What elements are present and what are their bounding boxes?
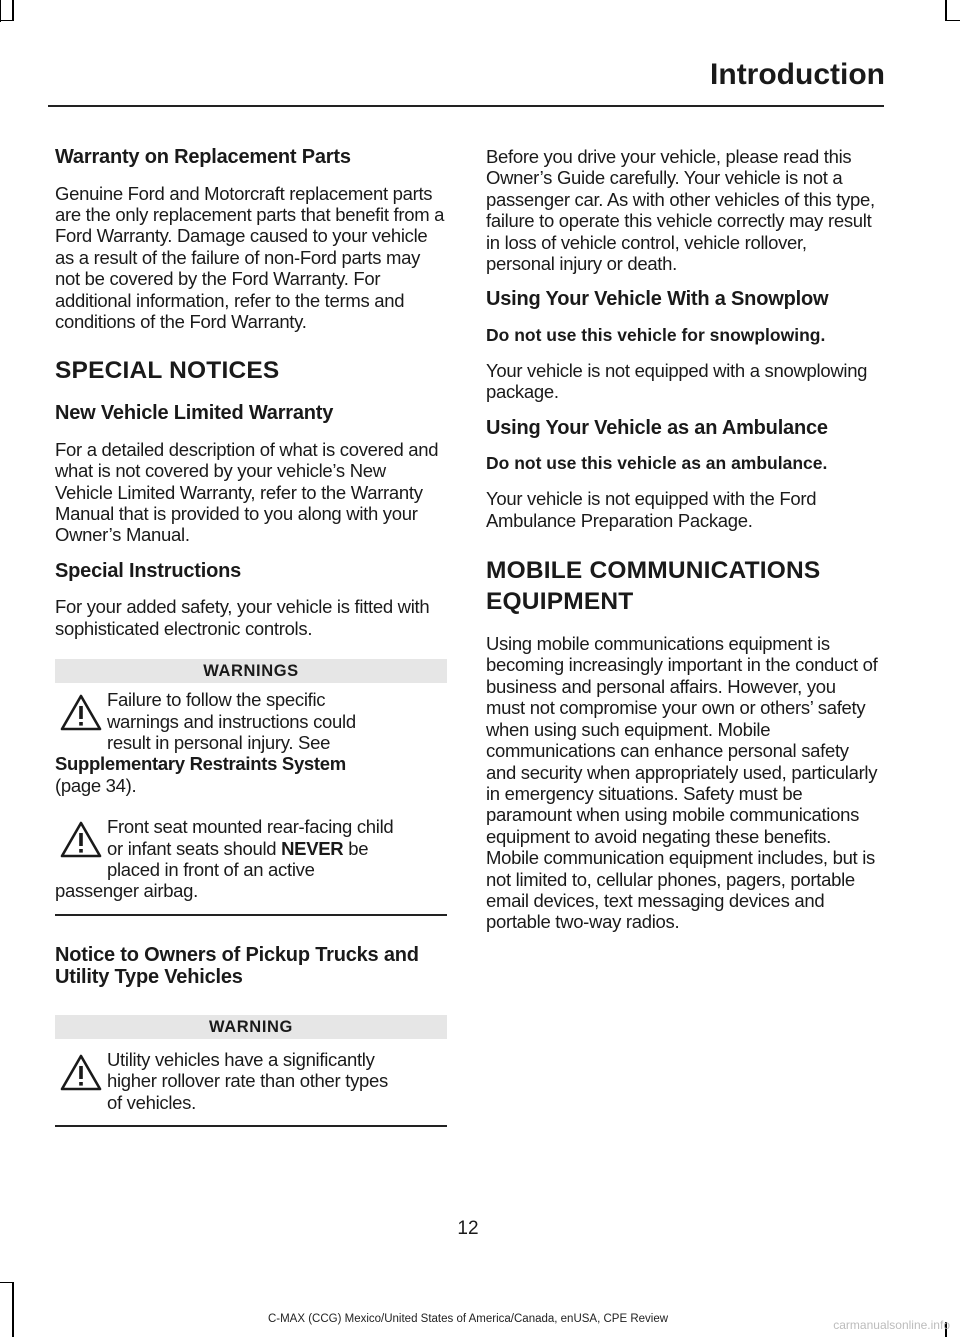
warnings-header: WARNINGS	[55, 659, 447, 683]
page-number: 12	[457, 1218, 479, 1239]
warning-line: result in personal injury. See	[107, 732, 331, 753]
warning-line: passenger airbag.	[55, 880, 198, 902]
left-column	[55, 146, 447, 1155]
heading-ambulance: Using Your Vehicle as an Ambulance	[486, 416, 828, 439]
reference-page: (page 34).	[55, 774, 137, 796]
warning-text	[55, 689, 447, 796]
bold-statement-snowplow: Do not use this vehicle for snowplowing.	[486, 324, 826, 345]
crop-mark	[945, 0, 947, 20]
right-column	[486, 146, 878, 947]
warning-item-rollover	[55, 1049, 447, 1113]
crop-mark	[0, 1282, 14, 1283]
watermark: carmanualsonline.info	[833, 1318, 950, 1332]
paragraph-special-instructions: For your added safety, your vehicle is fitted with sophisticated electronic controls.	[55, 596, 430, 639]
warning-line: Utility vehicles have a significantly	[107, 1048, 375, 1070]
paragraph-ambulance: Your vehicle is not equipped with the Ford Ambulance Preparation Package.	[486, 488, 817, 531]
crop-mark	[0, 0, 1, 22]
paragraph-snowplow: Your vehicle is not equipped with a snowplowing package.	[486, 359, 868, 403]
paragraph-mobile-communications: Using mobile communications equipment is becoming increasingly important in the conduct of business and personal affairs. However, you must not compromise your own or others’ safety when using such equipment. Mobile communications can enhance personal safety and security when appropriately used, particularly in emergency situations. Safety must be paramount when using mobile communications equipment to avoid negating these benefits. Mobile communication equipment includes, but is not limited to, cellular phones, pagers, portable email devices, text messaging devices and portable two-way radios.	[486, 633, 878, 933]
warning-line: Failure to follow the specific	[107, 689, 326, 711]
warning-triangle-icon	[59, 820, 103, 860]
paragraph-warranty-replacement-parts: Genuine Ford and Motorcraft replacement parts are the only replacement parts that benefit from a Ford Warranty. Damage caused to your vehicle as a result of the failure of non-Ford parts may not be covered by the Ford Warranty. For additional information, refer to the terms and conditions of the Ford Warranty.	[55, 182, 445, 332]
warning-text	[55, 1049, 447, 1113]
section-divider	[55, 1125, 447, 1127]
heading-line: MOBILE COMMUNICATIONS	[486, 557, 821, 585]
warning-line: warnings and instructions could	[107, 710, 356, 732]
section-divider	[55, 914, 447, 916]
warning-line: higher rollover rate than other types	[107, 1070, 388, 1092]
crop-mark	[945, 20, 960, 21]
warning-line: of vehicles.	[107, 1091, 196, 1113]
heading-new-vehicle-limited-warranty: New Vehicle Limited Warranty	[55, 402, 334, 425]
warning-fragment: or infant seats should	[107, 837, 282, 859]
heading-special-instructions: Special Instructions	[55, 559, 242, 582]
warning-item-restraints	[55, 689, 447, 796]
heading-pickup-utility-notice: Notice to Owners of Pickup Trucks and Utility Type Vehicles	[55, 943, 419, 989]
warning-triangle-icon	[59, 1053, 103, 1093]
footer-model-line: C-MAX (CCG) Mexico/United States of America/Canada, enUSA, CPE Review	[267, 1313, 669, 1325]
warning-line	[55, 838, 447, 859]
warning-line: Front seat mounted rear-facing child	[107, 816, 394, 838]
bold-statement-ambulance: Do not use this vehicle as an ambulance.	[486, 453, 828, 474]
heading-special-notices: SPECIAL NOTICES	[55, 357, 280, 385]
warning-item-child-seats	[55, 816, 447, 902]
warning-text	[55, 816, 447, 902]
crop-mark	[12, 0, 14, 20]
crop-mark	[12, 1282, 14, 1337]
page-header-title: Introduction	[710, 58, 885, 91]
header-divider	[48, 105, 884, 107]
warning-header: WARNING	[55, 1015, 447, 1039]
paragraph-new-vehicle-limited-warranty: For a detailed description of what is covered and what is not covered by your vehicle’s New Vehicle Limited Warranty, refer to the Warranty Manual that is provided to you along with your Owner’s Manual.	[55, 438, 439, 546]
heading-mobile-communications	[486, 555, 878, 617]
heading-warranty-replacement-parts: Warranty on Replacement Parts	[55, 146, 351, 168]
heading-snowplow: Using Your Vehicle With a Snowplow	[486, 288, 829, 311]
warning-triangle-icon	[59, 693, 103, 733]
heading-line: EQUIPMENT	[486, 588, 634, 616]
see-reference	[55, 753, 447, 796]
warning-fragment: be	[343, 837, 369, 859]
reference-link-supplementary-restraints[interactable]: Supplementary Restraints System	[55, 753, 346, 775]
warning-line: placed in front of an active	[107, 859, 315, 881]
emphasis-never: NEVER	[281, 837, 344, 859]
paragraph-before-you-drive: Before you drive your vehicle, please read this Owner’s Guide carefully. Your vehicle is not a passenger car. As with other vehicles of this type, failure to operate this vehicle correctly may result in loss of vehicle control, vehicle rollover, personal injury or death.	[486, 146, 875, 275]
crop-mark	[0, 20, 14, 21]
